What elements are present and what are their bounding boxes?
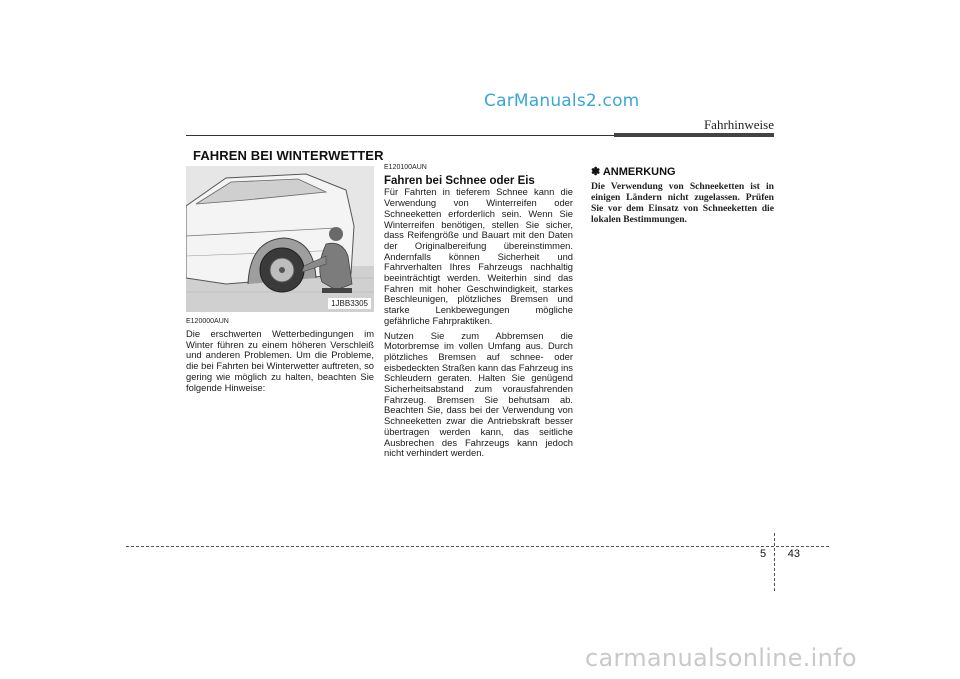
footer-rule — [126, 546, 829, 547]
subsection-heading: Fahren bei Schnee oder Eis — [384, 174, 535, 187]
car-drawing — [186, 166, 374, 312]
watermark-top[interactable]: CarManuals2.com — [484, 91, 640, 111]
section-code: E120100AUN — [384, 164, 427, 171]
footer-rule-vertical — [774, 533, 775, 591]
figure-label: 1JBB3305 — [328, 298, 371, 309]
note-text: Die Verwendung von Schneeketten ist in einigen Ländern nicht zugelassen. Prüfen Sie vor dem Einsatz von Schneeketten die lokalen Bestimmungen. — [591, 181, 774, 225]
paragraph: Für Fahrten in tieferem Schnee kann die Verwendung von Winterreifen oder Schneeketten erforderlich sein. Wenn Sie Winterreifen benötigen, stellen Sie sicher, dass Reifengröße und Bauart mit den Daten der Originalbereifung übereinstimmen. Andernfalls können Sicherheit und Fahrverhalten Ihres Fahrzeugs nachhaltig beeinträchtigt werden. Weiterhin sind das Fahren mit hoher Geschwindigkeit, starkes Beschleunigen, plötzliches Bremsen und starke Lenkbewegungen mögliche gefährliche Fahrpraktiken. — [384, 186, 573, 326]
note-box — [591, 165, 774, 225]
page-number-value: 43 — [787, 548, 800, 560]
intro-paragraph: Die erschwerten Wetterbedingungen im Winter führen zu einem höheren Verschleiß und anderen Problemen. Um die Probleme, die bei Fahrten bei Winterwetter auftreten, so gering wie möglich zu halten, beachten Sie folgende Hinweise: — [186, 328, 374, 393]
left-column — [186, 318, 374, 393]
header-rule — [186, 135, 614, 136]
page-title: FAHREN BEI WINTERWETTER — [193, 148, 384, 163]
header-rule-accent — [614, 133, 774, 137]
note-title: ✽ ANMERKUNG — [591, 166, 676, 178]
watermark-bottom[interactable]: carmanualsonline.info — [585, 644, 857, 672]
chapter-number: 5 — [760, 548, 767, 560]
car-illustration — [186, 166, 374, 312]
section-header: Fahrhinweise — [703, 117, 774, 132]
page-number — [760, 548, 800, 560]
paragraph: Nutzen Sie zum Abbremsen die Motorbremse im vollen Umfang aus. Durch plötzliches Bremsen auf schnee- oder eisbedeckten Straßen kann das Fahrzeug ins Schleudern geraten. Halten Sie genügend Sicherheitsabstand zum vorausfahrenden Fahrzeug. Bremsen Sie behutsam ab. Beachten Sie, dass bei der Verwendung von Schneeketten zwar die Antriebskraft besser übertragen werden kann, das seitliche Ausbrechen des Fahrzeugs kann jedoch nicht verhindert werden. — [384, 329, 573, 459]
middle-column — [384, 163, 573, 463]
section-code: E120000AUN — [186, 318, 229, 325]
